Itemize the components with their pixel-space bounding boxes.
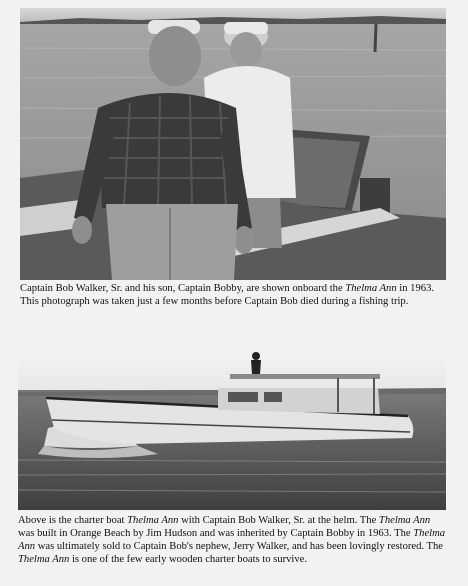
photo-caption-top: Captain Bob Walker, Sr. and his son, Captain Bobby, are shown onboard the Thelma Ann in 1963. This photograph was taken just a few months before Captain Bob died during a fishing trip.	[20, 283, 435, 307]
photo-charter-boat	[18, 350, 446, 510]
photo-caption-bottom: Above is the charter boat Thelma Ann with Captain Bob Walker, Sr. at the helm. The Thelma Ann was built in Orange Beach by Jim Hudson and was inherited by Captain Bobby in 1963. The Thelma Ann was ultimately sold to Captain Bob's nephew, Jerry Walker, and has been lovingly restored. The Thelma Ann is one of the few early wooden charter boats to survive.	[18, 515, 446, 565]
photo-captains-onboard	[20, 8, 446, 280]
